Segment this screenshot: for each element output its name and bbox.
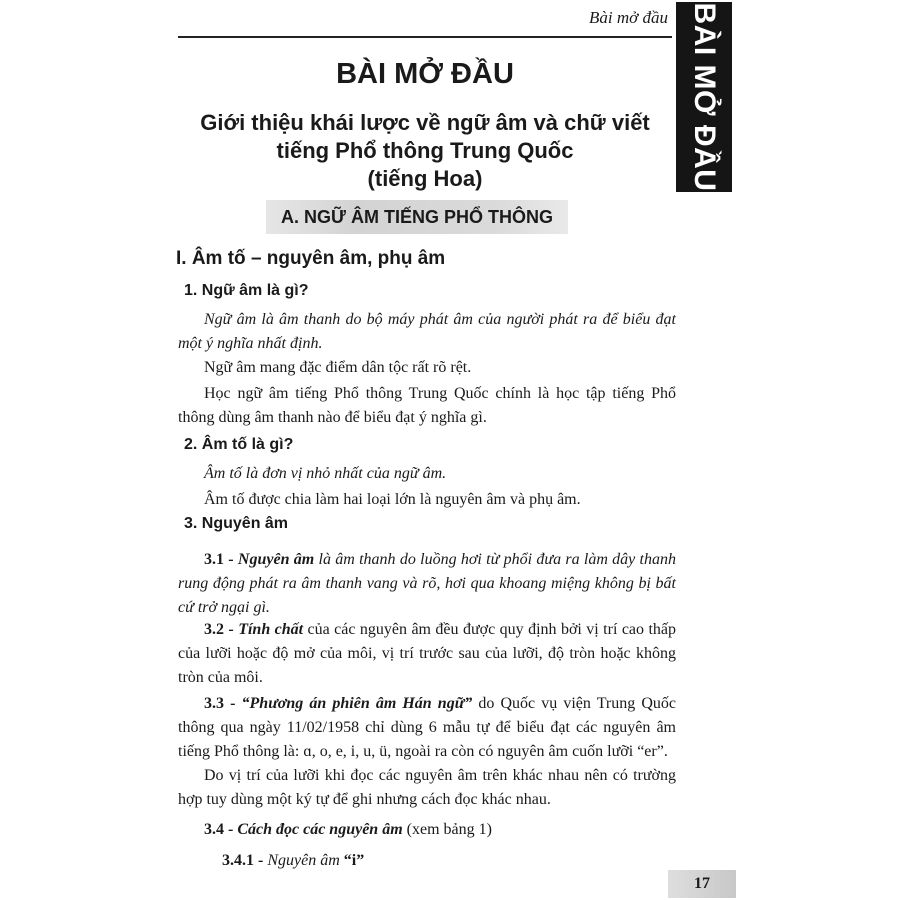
heading-3: 3. Nguyên âm (184, 515, 289, 532)
heading-i: I. Âm tố – nguyên âm, phụ âm (176, 248, 446, 269)
page-number: 17 (694, 875, 710, 892)
item-term: Cách đọc các nguyên âm (237, 821, 403, 838)
item-term: Nguyên âm (237, 551, 315, 568)
item-term: “Phương án phiên âm Hán ngữ” (241, 695, 473, 712)
paragraph-3-2 (178, 618, 676, 690)
item-number: 3.4.1 - (222, 852, 268, 869)
item-text: là âm thanh do luồng hơi từ phổi đưa ra làm dây thanh rung động phát ra âm thanh vang và rõ, hơi qua khoang miệng không bị bất cứ trở ngại gì. (178, 551, 677, 616)
side-tab-label: BÀI MỞ ĐẦU (688, 2, 721, 192)
paragraph-3-3 (178, 692, 676, 764)
heading-1: 1. Ngữ âm là gì? (184, 282, 309, 299)
item-number: 3.1 - (204, 551, 238, 568)
running-header-title: Bài mở đầu (589, 8, 668, 27)
item-text: (xem bảng 1) (402, 821, 492, 838)
item-number: 3.3 - (204, 695, 242, 712)
paragraph: Do vị trí của lưỡi khi đọc các nguyên âm trên khác nhau nên có trường hợp tuy dùng một ký tự để ghi nhưng cách đọc khác nhau. (178, 767, 676, 808)
header-rule (178, 36, 672, 38)
item-number: 3.4 - (204, 821, 238, 838)
item-term: Tính chất (238, 621, 304, 638)
item-text: “i” (339, 852, 365, 869)
paragraph: Âm tố được chia làm hai loại lớn là nguyên âm và phụ âm. (204, 491, 581, 508)
paragraph: Học ngữ âm tiếng Phổ thông Trung Quốc chính là học tập tiếng Phổ thông dùng âm thanh nào để biểu đạt ý nghĩa gì. (178, 385, 676, 426)
paragraph: Ngữ âm mang đặc điểm dân tộc rất rõ rệt. (204, 359, 472, 376)
item-number: 3.2 - (204, 621, 239, 638)
item-text: của các nguyên âm đều được quy định bởi vị trí cao thấp của lưỡi hoặc độ mở của môi, vị trí trước sau của lưỡi, độ tròn hoặc không tròn của môi. (178, 621, 677, 686)
subtitle-line-1: Giới thiệu khái lược về ngữ âm và chữ viết (200, 110, 650, 135)
subtitle-line-2: tiếng Phổ thông Trung Quốc (276, 138, 574, 163)
subitem-3-4-1 (222, 852, 364, 870)
page-title: BÀI MỞ ĐẦU (336, 58, 514, 90)
item-term: Nguyên âm (267, 852, 340, 869)
page-number-box (668, 870, 736, 898)
section-a-banner (266, 200, 568, 234)
paragraph-definition: Âm tố là đơn vị nhỏ nhất của ngữ âm. (204, 465, 447, 482)
section-a-title: A. NGỮ ÂM TIẾNG PHỔ THÔNG (281, 207, 553, 227)
paragraph-3-1 (178, 548, 676, 620)
paragraph-3-4 (178, 818, 676, 842)
item-text: do Quốc vụ viện Trung Quốc thông qua ngày 11/02/1958 chỉ dùng 6 mẫu tự để biểu đạt các nguyên âm tiếng Phổ thông là: ɑ, o, e, i, u, ü, ngoài ra còn có nguyên âm cuốn lưỡi “er”. (178, 695, 677, 760)
paragraph-definition: Ngữ âm là âm thanh do bộ máy phát âm của người phát ra để biểu đạt một ý nghĩa nhất định. (178, 311, 676, 352)
heading-2: 2. Âm tố là gì? (184, 436, 294, 453)
subtitle-line-3: (tiếng Hoa) (367, 166, 483, 191)
side-chapter-tab (676, 2, 732, 192)
